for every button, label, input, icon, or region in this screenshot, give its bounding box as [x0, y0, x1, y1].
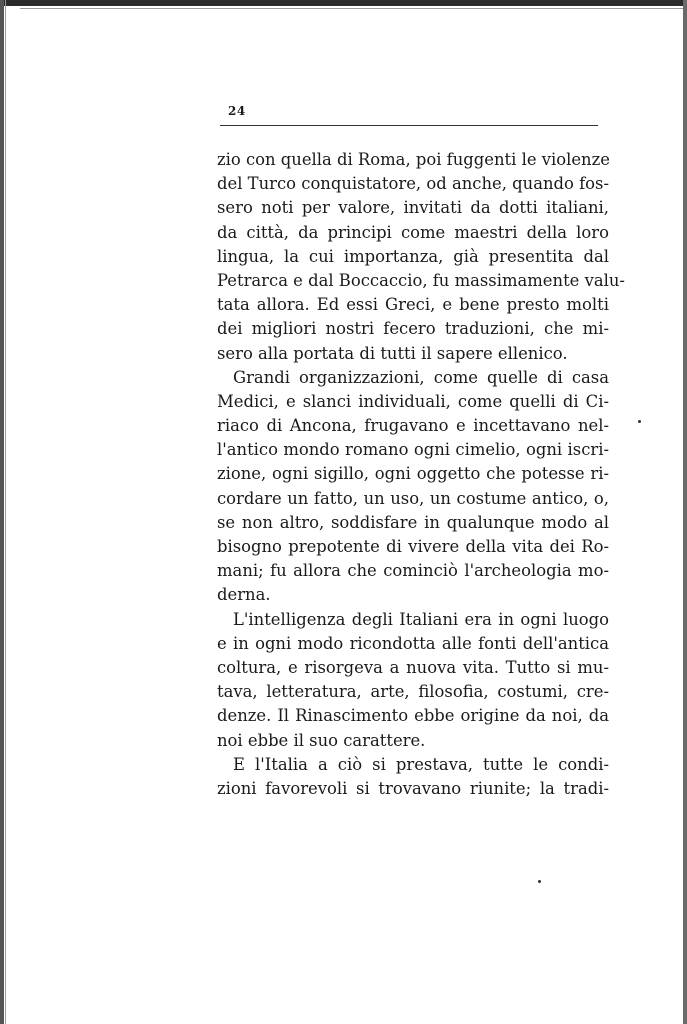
scan-speck	[538, 880, 541, 883]
text-line: mani; fu allora che cominciò l'archeologia mo-	[217, 561, 609, 581]
text-line: coltura, e risorgeva a nuova vita. Tutto si mu-	[217, 657, 609, 677]
text-line: e in ogni modo ricondotta alle fonti dell'antica	[217, 633, 609, 653]
text-line: cordare un fatto, un uso, un costume antico, o,	[217, 488, 609, 508]
text-line: tata allora. Ed essi Greci, e bene presto molti	[217, 295, 609, 315]
text-line: del Turco conquistatore, od anche, quando fos-	[217, 174, 609, 194]
header-rule	[220, 125, 598, 126]
text-line: denze. Il Rinascimento ebbe origine da noi, da	[217, 706, 609, 726]
text-line: da città, da principi come maestri della loro	[217, 222, 609, 242]
text-line: dei migliori nostri fecero traduzioni, che mi-	[217, 319, 609, 339]
text-line: Medici, e slanci individuali, come quelli di Ci-	[217, 391, 609, 411]
text-line: se non altro, soddisfare in qualunque modo al	[217, 512, 609, 532]
scan-left-border	[0, 0, 4, 1024]
body-text	[217, 148, 625, 801]
text-line: zione, ogni sigillo, ogni oggetto che potesse ri-	[217, 464, 609, 484]
text-line: sero alla portata di tutti il sapere ellenico.	[217, 343, 568, 363]
paragraph-start-line: L'intelligenza degli Italiani era in ogni luogo	[233, 609, 609, 629]
scan-top-line	[20, 8, 687, 9]
text-line: derna.	[217, 585, 271, 605]
text-line: lingua, la cui importanza, già presentita dal	[217, 246, 609, 266]
scan-left-line	[5, 0, 6, 1024]
text-line: tava, letteratura, arte, filosofia, costumi, cre-	[217, 682, 609, 702]
text-line: noi ebbe il suo carattere.	[217, 730, 426, 750]
text-line: sero noti per valore, invitati da dotti italiani,	[217, 198, 609, 218]
scan-right-border	[683, 0, 687, 1024]
paragraph-start-line: E l'Italia a ciò si prestava, tutte le condi-	[233, 754, 609, 774]
page-number: 24	[228, 104, 246, 118]
paragraph-start-line: Grandi organizzazioni, come quelle di casa	[233, 367, 609, 387]
text-line: zioni favorevoli si trovavano riunite; la tradi-	[217, 778, 609, 798]
text-line: riaco di Ancona, frugavano e incettavano nel-	[217, 416, 609, 436]
text-line: Petrarca e dal Boccaccio, fu massimamente valu-	[217, 270, 625, 290]
scan-speck	[638, 420, 641, 423]
text-line: zio con quella di Roma, poi fuggenti le violenze	[217, 150, 610, 169]
text-line: bisogno prepotente di vivere della vita dei Ro-	[217, 537, 609, 556]
scan-top-border	[0, 0, 687, 6]
text-line: l'antico mondo romano ogni cimelio, ogni iscri-	[217, 440, 609, 460]
